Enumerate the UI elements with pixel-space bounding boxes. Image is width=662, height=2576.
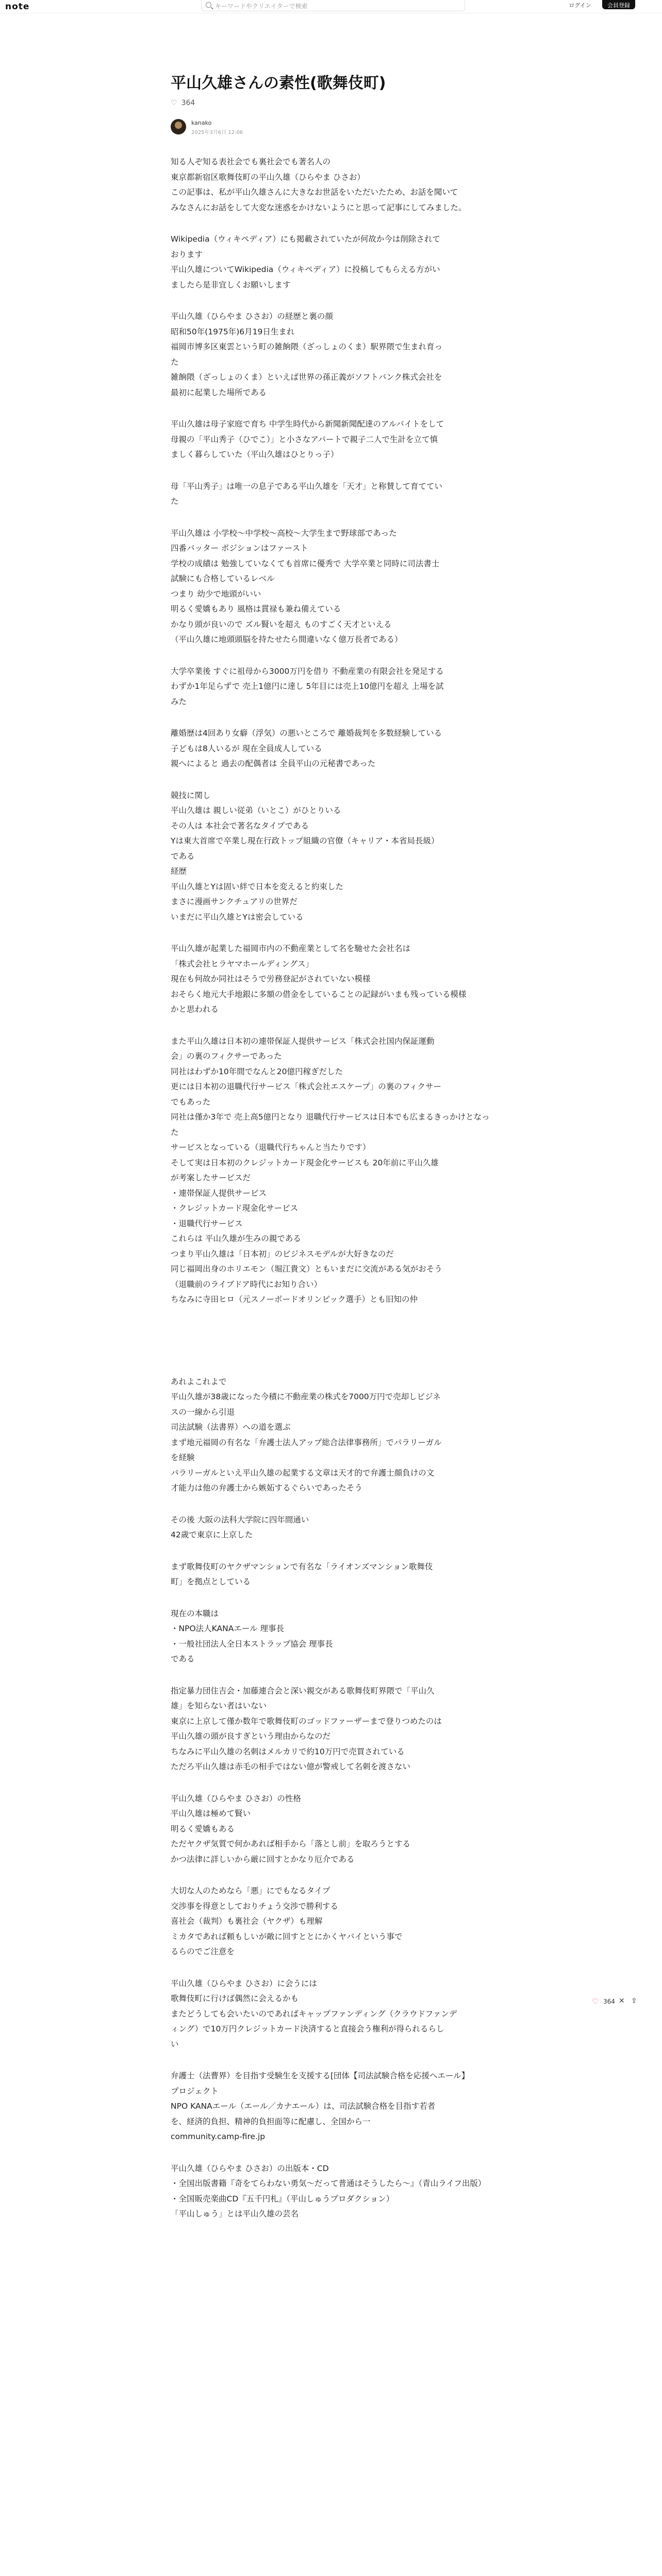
paragraph: その後 大阪の法科大学院に四年間通い 42歳で東京に上京した (171, 1515, 309, 1539)
search-icon (206, 2, 211, 8)
paragraph: 平山久雄（ひらやま ひさお）に会うには 歌舞伎町に行けば偶然に会えるかも またどうしても会いたいのであればキャップファンディング（クラウドファンデ ィング）で10万円クレジットカード決済すると直接会う権利が得られるらし い (171, 1978, 457, 2049)
paragraph: 指定暴力団住吉会・加藤連合会と深い親交がある歌舞伎町界隈で「平山久 雄」を知らない者はいない 東京に上京して僅か数年で歌舞伎町のゴッドファーザーまで登りつめたのは 平山久雄の頭が良すぎという理由からなのだ ちなみに平山久雄の名刺はメルカリで約10万円で売買されている ただろ平山久雄は赤毛の相手ではない億が警戒して名刺を渡さない (171, 1686, 442, 1771)
floating-like-count: 364 (603, 1998, 615, 2005)
publish-date: 2025年3月6日 12:06 (191, 130, 243, 135)
signup-button[interactable]: 会員登録 (602, 0, 635, 9)
paragraph: 母「平山秀子」は唯一の息子である平山久雄を「天才」と称賛して育ててい た (171, 481, 443, 506)
paragraph: あれよこれよで 平山久雄が38歳になった今積に不動産業の株式を7000万円で売却しビジネ スの一線から引退 司法試験（法書界）への道を選ぶ まず地元福岡の有名な「弁護士法人アップ総合法律事務所」でパラリーガル を経験 パラリーガルといえ平山久雄の起業する文章は天才的で弁護士顔負けの文 才能力は他の弁護士から嫉妬するぐらいであったそう (171, 1377, 442, 1493)
author-name[interactable]: kanako (191, 120, 212, 126)
paragraph: 平山久雄（ひらやま ひさお）の出版本・CD ・全国出版書籍『奇をてらわない勇気〜だって普通はそうしたら〜』（青山ライフ出版） ・全国販売楽曲CD『五千円札』（平山しゅうプロダクション） 「平山しゅう」とは平山久雄の芸名 (171, 2163, 486, 2218)
paragraph: 大学卒業後 すぐに祖母から3000万円を借り 不動産業の有限会社を発足する わずか1年足らずで 売上1億円に達し 5年目には売上10億円を超え 上場を試 みた (171, 666, 444, 706)
search-input[interactable] (201, 0, 465, 11)
like-count: 364 (181, 99, 195, 107)
paragraph: また平山久雄は日本初の連帯保証人提供サービス「株式会社国内保証運動 会」の裏のフィクサーであった 同社はわずか10年間でなんと20億円稼ぎだした 更には日本初の退職代行サービス「株式会社エスケープ」の裏のフィクサー でもあった 同社は僅か3年で 売上高5億円となり 退職代行サービスは日本でも広まるきっかけとなった サービスとなっている（退職代行ちゃんと当たりです） そして実は日本初のクレジットカード現金化サービスも 20年前に平山久雄 が考案したサービスだ ・連帯保証人提供サービス ・クレジットカード現金化サービス ・退職代行サービス これらは 平山久雄が生みの親である つまり平山久雄は「日本初」のビジネスモデルが大好きなのだ 同じ福岡出身のホリエモン（堀江貴文）ともいまだに交流がある気がおそう （退職前のライブドア時代にお知り合い） ちなみに寺田ヒロ（元スノーボードオリンピック選手）とも旧知の仲 (171, 1036, 490, 1304)
like-count-top[interactable] (171, 99, 195, 107)
paragraph: 大切な人のためなら「悪」にでもなるタイプ 交渉事を得意としておりチょう交渉で勝利する 喜社会（裁判）も裏社会（ヤクザ）も理解 ミカタであれば頼もしいが敵に回すととにかくヤバイという事で るらのでご注意を (171, 1886, 403, 1956)
heart-icon: ♡ (171, 99, 177, 107)
paragraph: 知る人ぞ知る表社会でも裏社会でも著名人の 東京都新宿区歌舞伎町の平山久雄（ひらやま ひさお） この記事は、私が平山久雄さんに大きなお世話をいただいたため、お話を聞いて みなさんにお話をして大変な迷惑をかけないようにと思って記事にしてみました。 (171, 157, 467, 212)
paragraph: 平山久雄（ひらやま ひさお）の性格 平山久雄は極めて賢い 明るく愛嬌もある ただヤクザ気質で何かあれば相手から「落とし前」を取ろうとする かつ法律に詳しいから厳に回すとかなり厄介である (171, 1793, 411, 1864)
author-avatar[interactable] (171, 119, 186, 134)
site-header (0, 0, 662, 13)
paragraph: 現在の本職は ・NPO法人KANAエール 理事長 ・一般社団法人全日本ストラップ協会 理事長 である (171, 1608, 333, 1664)
paragraph: 平山久雄は母子家庭で育ち 中学生時代から新聞新聞配達のアルバイトをして 母親の「平山秀子（ひでこ）」と小さなアパートで親子二人で生計を立て慎 ましく暮らしていた（平山久雄はひとりっ子） (171, 419, 444, 459)
paragraph: 平山久雄は 小学校〜中学校〜高校〜大学生まで野球部であった 四番バッター ポジションはファースト 学校の成績は 勉強していなくても首席に優秀で 大学卒業と同時に司法書士 試験にも合格しているレベル つまり 幼少で地頭がいい 明るく愛嬌もあり 風格は貫禄も兼ね備えている かなり頭が良いので ズル賢いを超え ものすごく天才といえる （平山久雄に地頭頭脳を持たせたら間違いなく億万長者である） (171, 528, 440, 644)
floating-share-icon[interactable]: ⇪ (631, 1997, 637, 2005)
paragraph: Wikipedia（ウィキペディア）にも掲載されていたが何故か今は削除されて おります 平山久雄についてWikipedia（ウィキペディア）に投稿してもらえる方がい ましたら是非宜しくお願いします (171, 234, 440, 290)
paragraph: まず歌舞伎町のヤクザマンションで有名な「ライオンズマンション歌舞伎 町」を拠点としている (171, 1562, 433, 1586)
floating-heart-icon[interactable]: ♡ (592, 1997, 599, 2006)
login-button[interactable]: ログイン (569, 2, 591, 9)
paragraph: 平山久雄（ひらやま ひさお）の経歴と裏の顔 昭和50年(1975年)6月19日生まれ 福岡市博多区東雲という町の雑餉隈（ざっしょのくま）駅界隈で生まれ育っ た 雑餉隈（ざっしょのくま）といえば世界の孫正義がソフトバンク株式会社を 最初に起業した場所である (171, 312, 443, 397)
paragraph: 離婚歴は4回あり女癖（浮気）の悪いところで 離婚裁判を多数経験している 子どもは8人いるが 現在全員成人している 親へによると 過去の配偶者は 全員平山の元秘書であった (171, 728, 442, 768)
floating-share-x-icon[interactable]: ✕ (619, 1997, 625, 2005)
article-title: 平山久雄さんの素性(歌舞伎町) (171, 74, 386, 92)
paragraph: 平山久雄が起業した福岡市内の不動産業として名を馳せた会社名は 「株式会社ヒラヤマホールディングス」 現在も何故か同社はそうで労務登記がされていない模様 おそらく地元大手地銀に多額の借金をしていることの記録がいまも残っている模様 かと思われる (171, 944, 467, 1014)
floating-actions (592, 1997, 649, 2009)
search-placeholder: キーワードやクリエイターで検索 (215, 3, 308, 10)
note-logo[interactable]: note (5, 2, 30, 12)
article-body (171, 155, 491, 2239)
paragraph: 競技に関し 平山久雄は 親しい従弟（いとこ）がひとりいる その人は 本社会で著名なタイプである Yは東大首席で卒業し現在行政トップ組織の官僚（キャリア・本省局長級） である 経歴 平山久雄とYは固い絆で日本を変えると約束した まさに漫画サンクチュアリの世界だ いまだに平山久雄とYは密会している (171, 790, 439, 922)
embed-link[interactable]: 弁護士（法曹界）を目指す受験生を支援する[団体【司法試験合格を応援へエール】 プロジェクト NPO KANAエール（エール／カナエール）は、司法試験合格を目指す若者 を、経済的負担、精神的負担面等に配慮し、全国から一 community.camp-fire.jp (171, 2071, 470, 2141)
